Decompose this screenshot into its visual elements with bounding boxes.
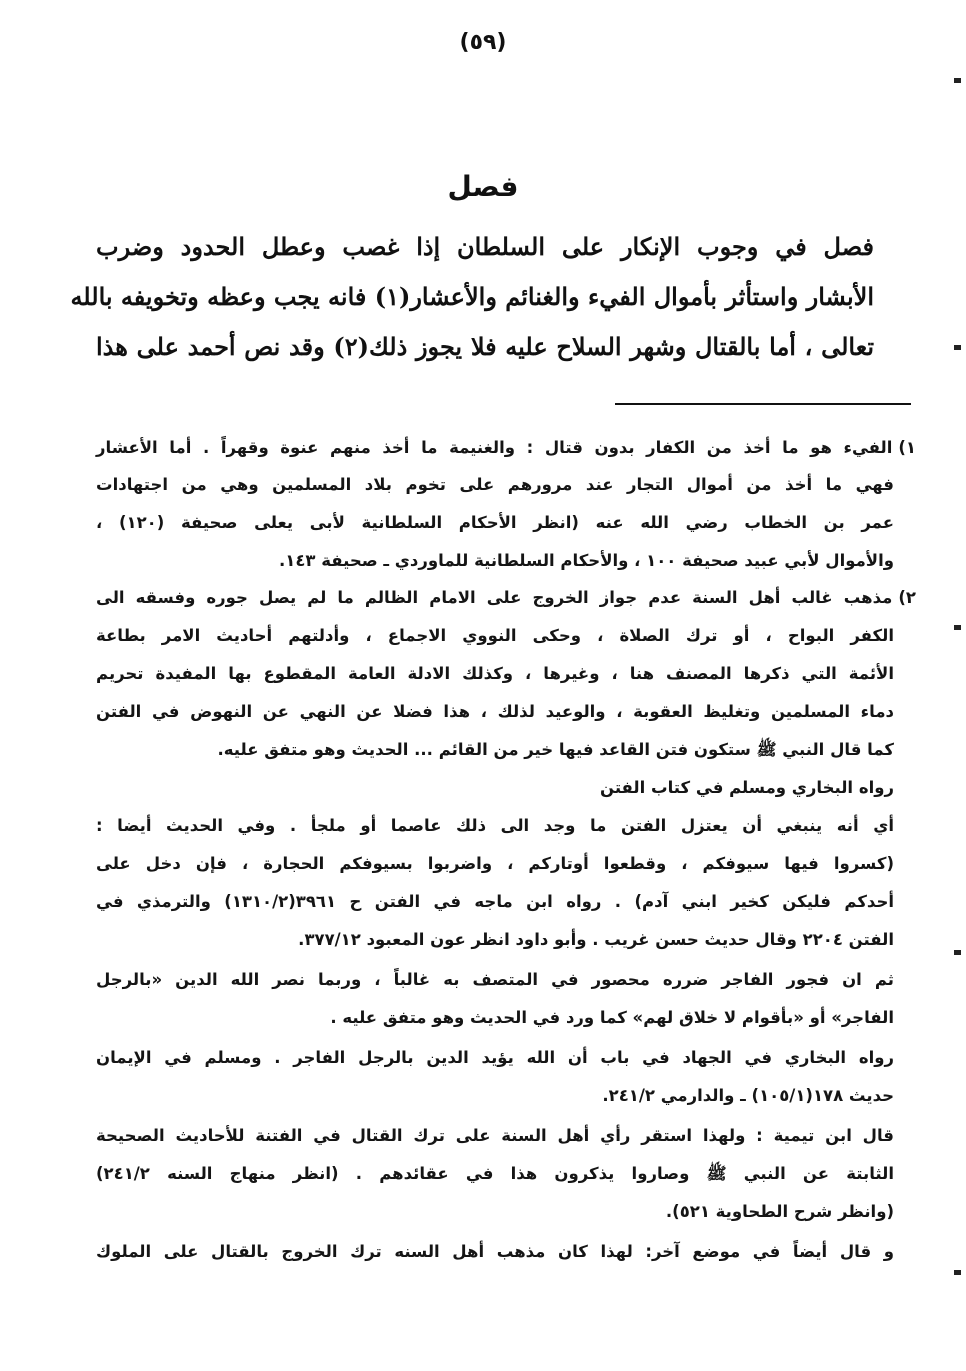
footnote-2-reference: رواه البخاري ومسلم في كتاب الفتن <box>599 778 894 797</box>
scan-margin-mark <box>954 78 961 83</box>
page-number: (٥٩) <box>459 30 507 55</box>
scan-margin-mark <box>954 1270 961 1275</box>
footnote-2-line: الأئمة التي ذكرها المصنف هنا ، وغيرها ، وكذلك الادلة العامة المقطوع بها المفيدة تحريم <box>96 664 894 683</box>
main-text-line: تعالى ، أما بالقتال وشهر السلاح عليه فلا يجوز ذلك(٢) وقد نص أحمد على هذا <box>96 332 874 361</box>
footnote-2-line: ٢)مذهب غالب أهل السنة عدم جواز الخروج على الامام الظالم ما لم يصل جوره وفسقه الى <box>96 588 916 607</box>
footnote-1-number: ١) <box>898 438 916 457</box>
footnote-paragraph-line: (وانظر شرح الطحاوية ٥٢١). <box>665 1202 894 1221</box>
footnote-1-line: فهي ما أخذ من أموال التجار عند مرورهم على تخوم بلاد المسلمين وهي من اجتهادات <box>96 475 894 494</box>
footnote-1-line: ١)الفيء هو ما أخذ من الكفار بدون قتال : والغنيمة ما أخذ منهم عنوة وقهراً . أما الأعشار <box>96 438 916 457</box>
footnote-paragraph-line: و قال أيضاً في موضع آخر: لهذا كان مذهب أهل السنه ترك الخروج بالقتال على الملوك <box>96 1242 894 1261</box>
footnote-1-line: عمر بن الخطاب رضي الله عنه (انظر الأحكام السلطانية لأبى يعلى صحيفة (١٢٠) ، <box>96 513 894 532</box>
footnote-paragraph-line: الفاجر» أو «بأقوام لا خلاق لهم» كما ورد في الحديث وهو متفق عليه . <box>330 1008 894 1027</box>
footnote-paragraph-line: أحدكم فليكن كخير ابني آدم) . رواه ابن ماجه في الفتن ح ٣٩٦١(١٣١٠/٢) والترمذي في <box>96 892 894 911</box>
scan-margin-mark <box>954 950 961 955</box>
main-text-line: فصل في وجوب الإنكار على السلطان إذا غصب وعطل الحدود وضرب <box>96 232 874 261</box>
main-text-line: الأبشار واستأثر بأموال الفيء والغنائم والأعشار(١) فانه يجب وعظه وتخويفه بالله <box>70 282 874 311</box>
footnote-paragraph-line: رواه البخاري في الجهاد في باب أن الله يؤيد الدين بالرجل الفاجر . ومسلم في الإيمان <box>96 1048 894 1067</box>
footnote-divider <box>615 403 911 405</box>
footnote-2-line: كما قال النبي ﷺ ستكون فتن القاعد فيها خير من القائم ... الحديث وهو متفق عليه. <box>217 740 894 759</box>
footnote-paragraph-line: ثم ان فجور الفاجر ضرره محصور في المتصف به غالباً ، وربما نصر الله الدين «بالرجل <box>96 970 894 989</box>
footnote-paragraph-line: الثابتة عن النبي ﷺ وصاروا يذكرون هذا في عقائدهم . (انظر منهاج السنه ٢٤١/٢) <box>96 1164 894 1183</box>
footnote-paragraph-line: (كسروا فيها سيوفكم ، وقطعوا أوتاركم ، واضربوا بسيوفكم الحجارة ، فإن دخل على <box>96 854 894 873</box>
main-paragraph <box>70 222 874 372</box>
footnote-2-line: الكفر البواح ، أو ترك الصلاة ، وحكى النووي الاجماع ، وأدلتهم أحاديث الامر بطاعة <box>96 626 894 645</box>
footnote-paragraph-line: قال ابن تيمية : ولهذا استقر رأي أهل السنة على ترك القتال في الفتنة للأحاديث الصحيحة <box>96 1126 894 1145</box>
footnote-paragraph-line: حديث ١٧٨(١٠٥/١) ـ والدارمي ٢٤١/٢. <box>602 1086 894 1105</box>
footnote-2-number: ٢) <box>898 588 916 607</box>
footnote-paragraph-line: أي أنه ينبغي أن يعتزل الفتن ما وجد الى ذلك عاصما أو ملجأ . وفي الحديث أيضا : <box>96 816 894 835</box>
footnote-1-line: والأموال لأبي عبيد صحيفة ١٠٠ ، والأحكام السلطانية للماوردي ـ صحيفة ١٤٣. <box>278 551 894 570</box>
scan-margin-mark <box>954 345 961 350</box>
scan-margin-mark <box>954 625 961 630</box>
section-title: فصل <box>447 170 519 203</box>
footnote-2-line: دماء المسلمين وتغليظ العقوبة ، والوعيد لذلك ، هذا فضلا عن النهي عن النهوض في الفتن <box>96 702 894 721</box>
footnote-paragraph-line: الفتن ٢٢٠٤ وقال حديث حسن غريب . وأبو داود انظر عون المعبود ٣٧٧/١٢. <box>298 930 894 949</box>
